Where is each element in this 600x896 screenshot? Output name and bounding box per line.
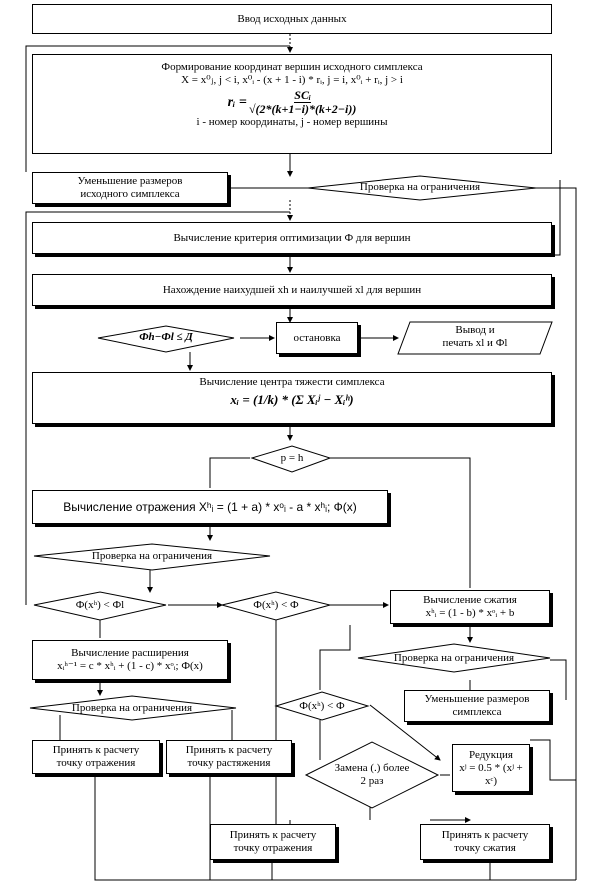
check-top-label: Проверка на ограничения (359, 181, 481, 193)
criterion-box (32, 222, 552, 254)
stop-label: остановка (293, 331, 341, 344)
shrink-title: Вычисление сжатия (423, 594, 517, 606)
cmp-label: Ф(xʰ) < Ф (253, 599, 299, 611)
reflect-label: Вычисление отражения Xʰᵢ = (1 + a) * xᵒᵢ - a * xʰᵢ; Ф(x) (63, 499, 357, 514)
output-label (410, 324, 540, 350)
expand-box (32, 640, 228, 680)
find-label: Нахождение наихудшей xh и наилучшей xl для вершин (162, 283, 422, 296)
accept-shrink-line1: Принять к расчету (441, 829, 529, 841)
replace-label (316, 762, 428, 788)
form-r-lhs: rᵢ = (227, 95, 247, 110)
accept-reflect-a-line2: точку отражения (56, 757, 136, 769)
replace-line1: Замена (.) более (334, 762, 410, 774)
form-r-den: √(2*(k+1−i)*(k+2−i)) (248, 102, 357, 116)
shrink-formula: xʰᵢ = (1 - b) * xᵒᵢ + b (425, 607, 515, 619)
expand-title: Вычисление расширения (71, 647, 189, 659)
center-box (32, 372, 552, 424)
check-expand-label: Проверка на ограничения (71, 702, 193, 714)
expand-formula: xᵢʰ⁻¹ = c * xʰᵢ + (1 - c) * xᵒᵢ; Ф(x) (57, 660, 203, 672)
accept-shrink-box (420, 824, 550, 860)
form-note: i - номер координаты, j - номер вершины (196, 116, 388, 128)
stop-box (276, 322, 358, 354)
reduce-mid-line1: Уменьшение размеров (424, 693, 530, 705)
reduce-mid-line2: симплекса (452, 706, 502, 718)
reduction-line2: xʲ = 0.5 * (xʲ + (459, 761, 523, 774)
reduce-top-box (32, 172, 228, 204)
check-shrink-label: Проверка на ограничения (393, 652, 515, 664)
accept-stretch-line2: точку растяжения (187, 757, 271, 769)
cmp-l-label: Ф(xʰ) < Фl (75, 599, 125, 611)
reduce-top-line2: исходного симплекса (80, 188, 180, 200)
reduction-line1: Редукция (469, 748, 513, 761)
stop-condition-label: Фh−Фl ≤ Д (139, 331, 193, 343)
output-line1: Вывод и (455, 324, 495, 336)
reduction-line3: xᶜ) (485, 774, 497, 787)
form-simplex-box (32, 54, 552, 154)
reduction-box (452, 744, 530, 792)
replace-line2: 2 раз (360, 775, 384, 787)
accept-reflect-a-line1: Принять к расчету (52, 744, 140, 756)
cmp2-label: Ф(xʰ) < Ф (299, 700, 345, 712)
p-eq-h-label: p = h (280, 452, 304, 464)
accept-reflect-b-line2: точку отражения (233, 842, 313, 854)
form-formula: X = x⁰ⱼ, j < i, x⁰ᵢ - (x + 1 - i) * rᵢ, j = i, x⁰ᵢ + rᵢ, j > i (181, 74, 403, 86)
input-label: Ввод исходных данных (237, 12, 347, 25)
reflect-box (32, 490, 388, 524)
accept-reflect-a-box (32, 740, 160, 774)
reduce-mid-box (404, 690, 550, 722)
find-box (32, 274, 552, 306)
form-title: Формирование координат вершин исходного симплекса (161, 61, 423, 73)
accept-stretch-box (166, 740, 292, 774)
form-r-num: SCᵢ (294, 88, 311, 102)
reduce-top-line1: Уменьшение размеров (77, 175, 183, 187)
accept-reflect-b-line1: Принять к расчету (229, 829, 317, 841)
output-line2: печать xl и Фl (442, 337, 508, 349)
accept-stretch-line1: Принять к расчету (185, 744, 273, 756)
shrink-box (390, 590, 550, 624)
check-reflect-label: Проверка на ограничения (91, 550, 213, 562)
criterion-label: Вычисление критерия оптимизации Ф для вершин (173, 231, 411, 244)
accept-shrink-line2: точку сжатия (454, 842, 516, 854)
center-formula: xᵢ = (1/k) * (Σ Xᵢʲ − Xᵢʰ) (230, 392, 354, 407)
input-box (32, 4, 552, 34)
accept-reflect-b-box (210, 824, 336, 860)
center-title: Вычисление центра тяжести симплекса (199, 376, 385, 388)
